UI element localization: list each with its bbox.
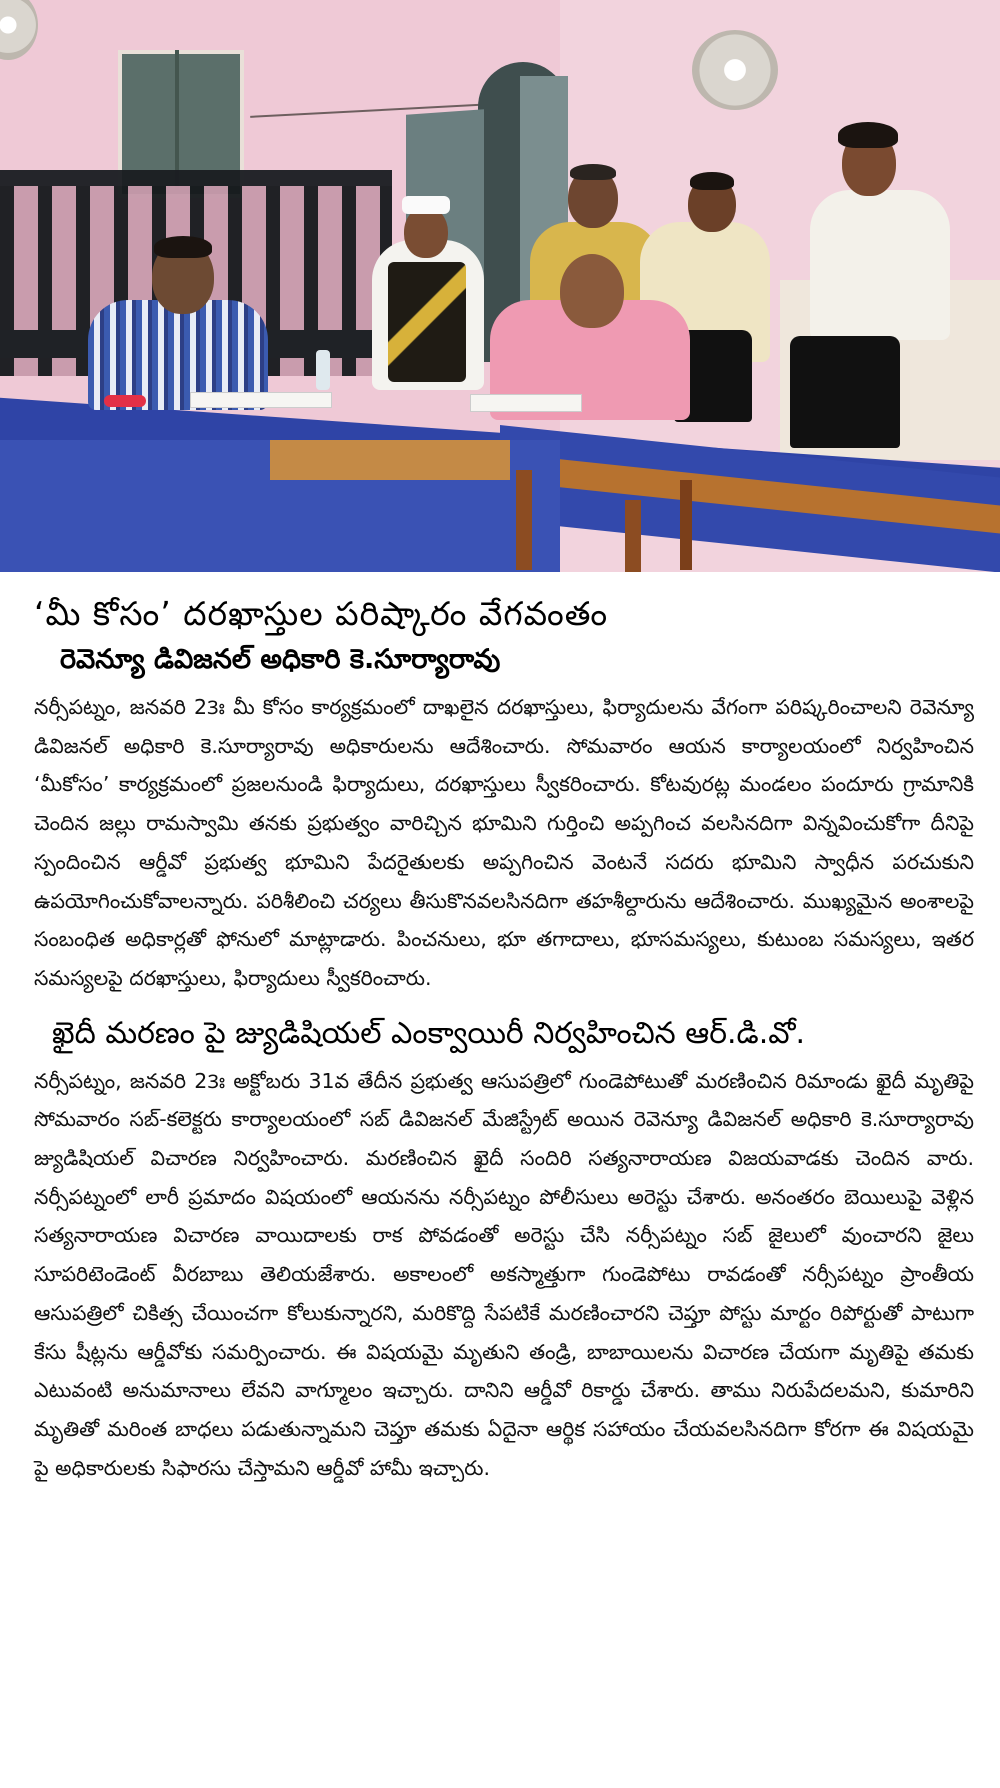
- article-1-byline: రెవెన్యూ డివిజనల్ అధికారి కె.సూర్యారావు: [60, 644, 501, 675]
- wall-fan: [0, 0, 38, 60]
- article-1-headline: ‘మీ కోసం’ దరఖాస్తుల పరిష్కారం వేగవంతం: [34, 594, 609, 633]
- news-photo: [0, 0, 1000, 572]
- article-2-body: నర్సీపట్నం, జనవరి 23ః అక్టోబరు 31వ తేదీన ప్రభుత్వ ఆసుపత్రిలో గుండెపోటుతో మరణించిన రిమాండు ఖైదీ మృతిపై సోమవారం సబ్-కలెక్టరు కార్యాలయంలో సబ్ డివిజనల్ మేజిస్ట్రేట్ అయిన రెవెన్యూ డివిజనల్ అధికారి కె.సూర్యారావు జ్యుడిషియల్ విచారణ నిర్వహించారు. మరణించిన ఖైదీ సందిరి సత్యనారాయణ విజయవాడకు చెందిన వారు. నర్సీపట్నంలో లారీ ప్రమాదం విషయంలో ఆయనను నర్సీపట్నం పోలీసులు అరెస్టు చేశారు. అనంతరం బెయిలుపై వెళ్లిన సత్యనారాయణ విచారణ వాయిదాలకు రాక పోవడంతో అరెస్టు చేసి నర్సీపట్నం సబ్ జైలులో వుంచారని జైలు సూపరిటెండెంట్ వీరబాబు తెలియజేశారు. అకాలంలో అకస్మాత్తుగా గుండెపోటు రావడంతో నర్సీపట్నం ప్రాంతీయ ఆసుపత్రిలో చికిత్స చేయించగా కోలుకున్నారని, మరికొద్ది సేపటికే మరణించారని చెప్తూ పోస్టు మార్టం రిపోర్టుతో పాటుగా కేసు షీట్లను ఆర్డీవోకు సమర్పించారు. ఈ విషయమై మృతుని తండ్రి, బాబాయిలను విచారణ చేయగా మృతిపై తమకు ఎటువంటి అనుమానాలు లేవని వాగ్మూలం ఇచ్చారు. దానిని ఆర్డీవో రికార్డు చేశారు. తాము నిరుపేదలమని, కుమారిని మృతితో మరింత బాధలు పడుతున్నామని చెప్తూ తమకు ఏదైనా ఆర్థిక సహాయం చేయవలసినదిగా కోరగా ఈ విషయమై పై అధికారులకు సిఫారసు చేస్తామని ఆర్డీవో హామీ ఇచ్చారు.: [34, 1068, 974, 1480]
- water-bottle: [316, 350, 330, 390]
- chair: [790, 336, 900, 448]
- article-column: [34, 590, 974, 1487]
- mobile-phone: [104, 395, 146, 407]
- article-2-headline: ఖైదీ మరణం పై జ్యుడిషియల్ ఎంక్వాయిరీ నిర్వహించిన ఆర్.డి.వో.: [52, 1015, 806, 1051]
- wall-fan: [692, 30, 778, 110]
- article-1-body: నర్సీపట్నం, జనవరి 23ః మీ కోసం కార్యక్రమంలో దాఖలైన దరఖాస్తులు, ఫిర్యాదులను వేగంగా పరిష్కరించాలని రెవెన్యూ డివిజనల్ అధికారి కె.సూర్యారావు అధికారులను ఆదేశించారు. సోమవారం ఆయన కార్యాలయంలో నిర్వహించిన ‘మీకోసం’ కార్యక్రమంలో ప్రజలనుండి ఫిర్యాదులు, దరఖాస్తులు స్వీకరించారు. కోటవురట్ల మండలం పందూరు గ్రామానికి చెందిన జల్లు రామస్వామి తనకు ప్రభుత్వం వారిచ్చిన భూమిని గుర్తించి అప్పగించ వలసినదిగా విన్నవించుకోగా దీనిపై స్పందించిన ఆర్డీవో ప్రభుత్వ భూమిని పేదరైతులకు అప్పగించిన వెంటనే సదరు భూమిని స్వాధీన పరచుకుని ఉపయోగించుకోవాలన్నారు. పరిశీలించి చర్యలు తీసుకొనవలసినదిగా తహశీల్దారును ఆదేశించారు. ముఖ్యమైన అంశాలపై సంబంధిత అధికార్లతో ఫోనులో మాట్లాడారు. పించనులు, భూ తగాదాలు, భూసమస్యలు, కుటుంబ సమస్యలు, ఇతర సమస్యలపై దరఖాస్తులు, ఫిర్యాదులు స్వీకరించారు.: [34, 695, 974, 990]
- documents: [190, 392, 332, 408]
- documents: [470, 394, 582, 412]
